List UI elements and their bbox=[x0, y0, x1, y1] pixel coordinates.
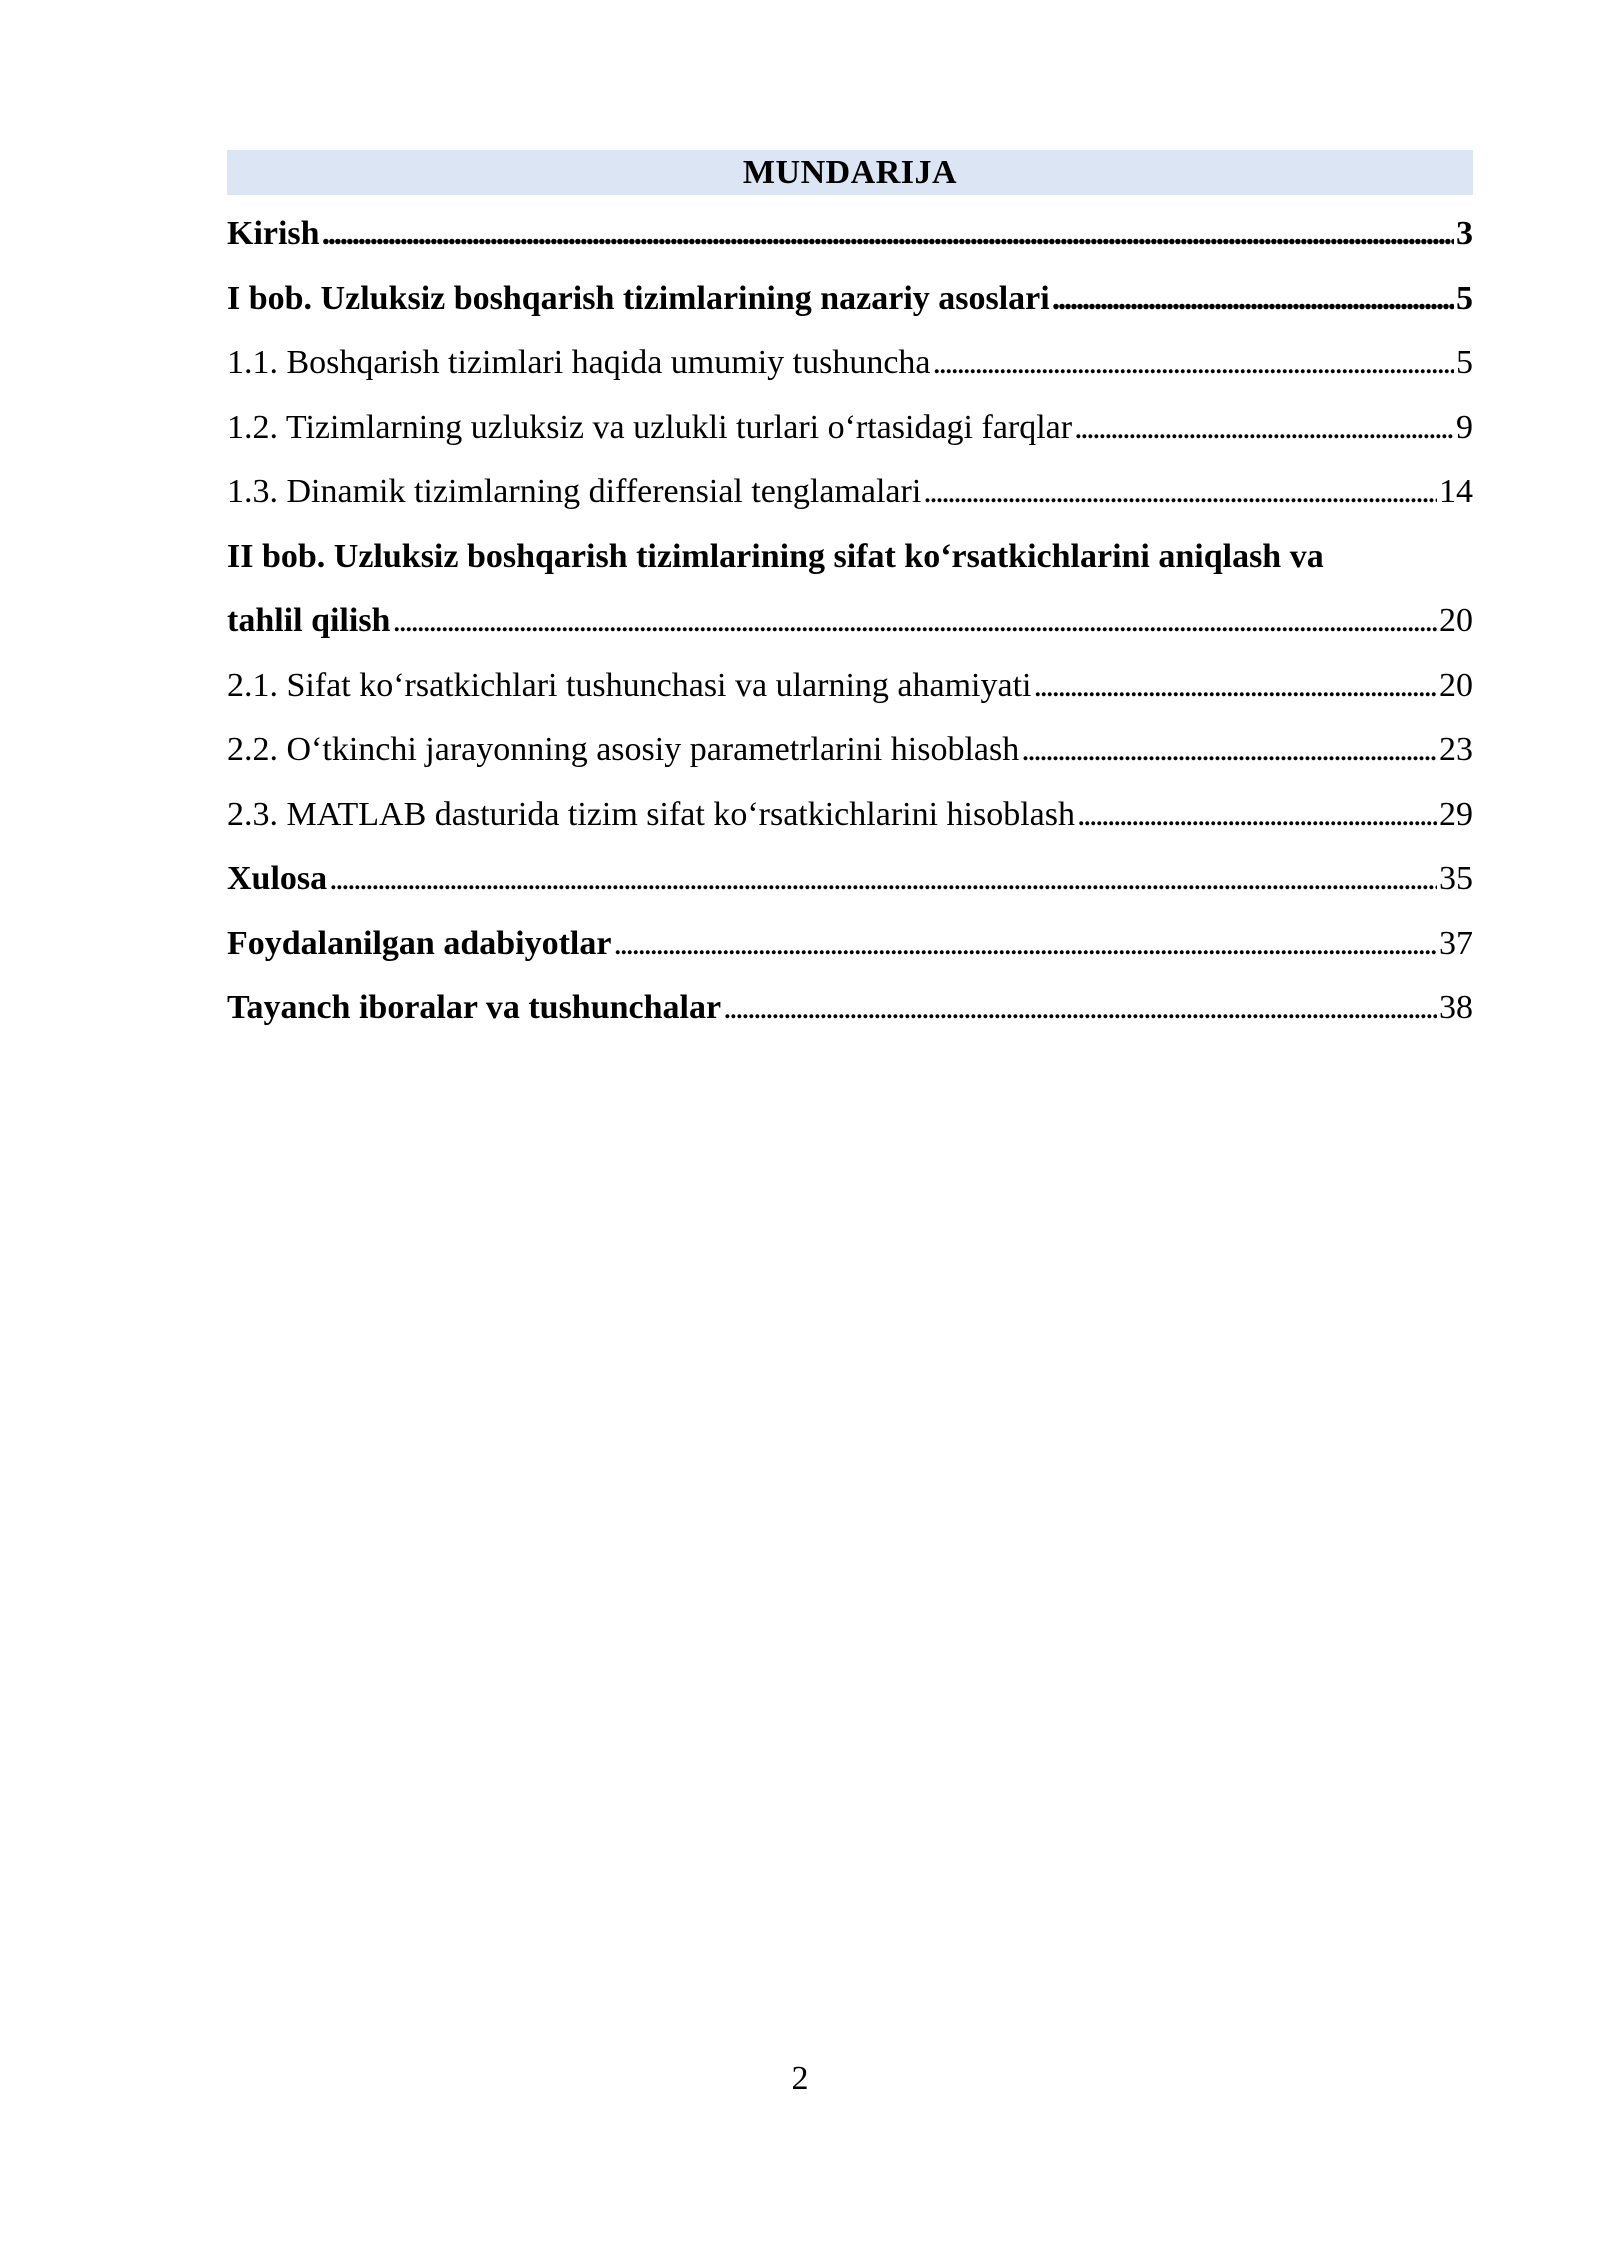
toc-entry-label: Xulosa bbox=[227, 860, 328, 897]
toc-entry-section-1-1[interactable] bbox=[227, 331, 1473, 396]
toc-leader-dots bbox=[1077, 783, 1437, 848]
toc-leader-dots bbox=[392, 589, 1437, 654]
toc-entry-label: 2.2. O‘tkinchi jarayonning asosiy parametrlarini hisoblash bbox=[227, 731, 1020, 768]
toc-entry-label: 1.1. Boshqarish tizimlari haqida umumiy tushuncha bbox=[227, 344, 931, 381]
toc-entry-label: Foydalanilgan adabiyotlar bbox=[227, 924, 612, 962]
toc-entry-chapter-2-line1[interactable]: II bob. Uzluksiz boshqarish tizimlarining sifat ko‘rsatkichlarini aniqlash va bbox=[227, 537, 1324, 575]
toc-entry-section-1-3[interactable] bbox=[227, 460, 1473, 525]
toc-entry-label: 1.2. Tizimlarning uzluksiz va uzlukli turlari o‘rtasidagi farqlar bbox=[227, 408, 1073, 446]
toc-entry-label: tahlil qilish bbox=[227, 602, 391, 639]
toc-entry-section-2-1[interactable] bbox=[227, 654, 1473, 719]
toc-entry-chapter-1[interactable] bbox=[227, 267, 1473, 332]
toc-entry-page: 14 bbox=[1439, 473, 1473, 510]
toc-entries bbox=[227, 202, 1473, 1041]
toc-leader-dots bbox=[933, 331, 1454, 396]
toc-leader-dots bbox=[329, 847, 1437, 912]
page-number: 2 bbox=[791, 2060, 809, 2097]
toc-entry-page: 23 bbox=[1439, 731, 1473, 768]
toc-entry-kirish[interactable] bbox=[227, 202, 1473, 267]
toc-entry-page: 35 bbox=[1439, 860, 1473, 897]
toc-leader-dots bbox=[1021, 718, 1437, 783]
toc-entry-adabiyotlar[interactable] bbox=[227, 912, 1473, 977]
toc-entry-page: 29 bbox=[1439, 795, 1473, 833]
toc-entry-label: Kirish bbox=[227, 215, 320, 252]
toc-entry-xulosa[interactable] bbox=[227, 847, 1473, 912]
toc-leader-dots bbox=[923, 460, 1437, 525]
toc-entry-section-2-2[interactable] bbox=[227, 718, 1473, 783]
toc-entry-page: 5 bbox=[1456, 344, 1473, 381]
toc-leader-dots bbox=[613, 912, 1437, 977]
toc-entry-section-1-2[interactable] bbox=[227, 396, 1473, 461]
toc-entry-page: 37 bbox=[1439, 924, 1473, 962]
toc-title: MUNDARIJA bbox=[227, 150, 1473, 195]
toc-entry-page: 38 bbox=[1439, 989, 1473, 1026]
toc-entry-label: 2.3. MATLAB dasturida tizim sifat ko‘rsatkichlarini hisoblash bbox=[227, 795, 1075, 833]
toc-entry-page: 20 bbox=[1439, 602, 1473, 639]
toc-leader-dots bbox=[322, 202, 1454, 267]
toc-entry-label: I bob. Uzluksiz boshqarish tizimlarining nazariy asoslari bbox=[227, 279, 1050, 317]
toc-entry-label: 1.3. Dinamik tizimlarning differensial tenglamalari bbox=[227, 473, 922, 510]
toc-entry-page: 20 bbox=[1439, 666, 1473, 704]
toc-entry-page: 5 bbox=[1456, 279, 1473, 317]
toc-entry-label: Tayanch iboralar va tushunchalar bbox=[227, 989, 722, 1026]
toc-entry-page: 9 bbox=[1456, 408, 1473, 446]
toc-entry-section-2-3[interactable] bbox=[227, 783, 1473, 848]
toc-entry-page: 3 bbox=[1456, 215, 1473, 252]
toc-entry-chapter-2[interactable] bbox=[227, 589, 1473, 654]
toc-entry-label: 2.1. Sifat ko‘rsatkichlari tushunchasi va ularning ahamiyati bbox=[227, 666, 1032, 704]
toc-leader-dots bbox=[1052, 267, 1454, 332]
toc-leader-dots bbox=[1033, 654, 1437, 719]
toc-leader-dots bbox=[723, 976, 1437, 1041]
toc-leader-dots bbox=[1074, 396, 1454, 461]
toc-entry-tayanch-iboralar[interactable] bbox=[227, 976, 1473, 1041]
table-of-contents bbox=[227, 150, 1473, 1041]
